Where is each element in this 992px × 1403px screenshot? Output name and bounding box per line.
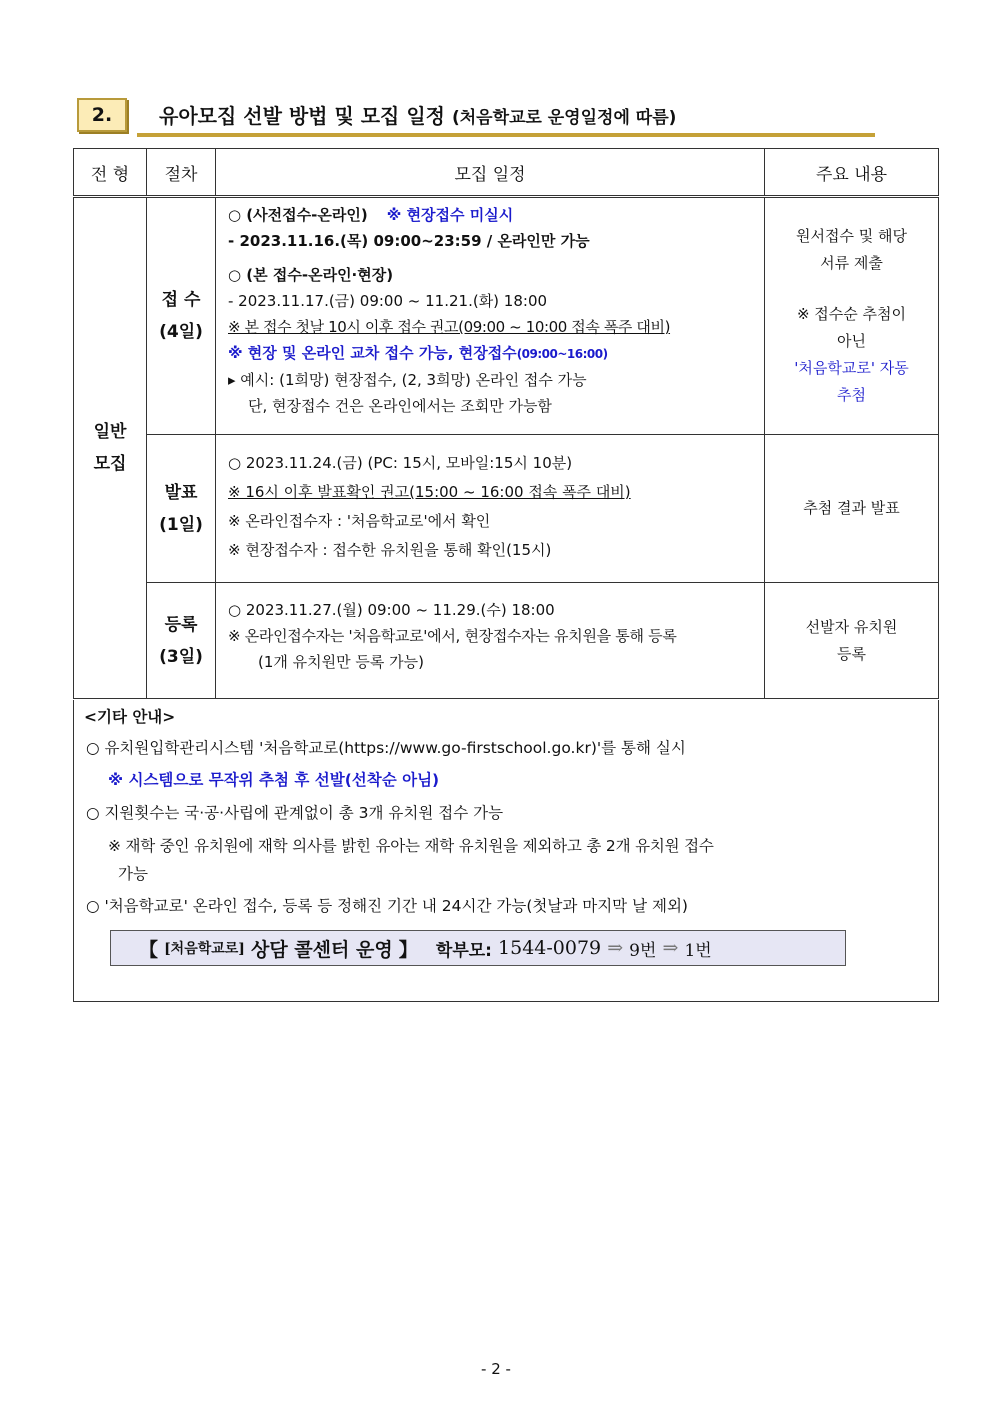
announce-date: ○ 2023.11.24.(금) (PC: 15시, 모바일:15시 10분) [228, 454, 573, 472]
stage-duration: (3일) [159, 646, 203, 667]
note-line: 선발자 유치원 [805, 617, 898, 636]
extra-line: ○ '처음학교로' 온라인 접수, 등록 등 정해진 기간 내 24시간 가능(첫날과 마지막 날 제외) [86, 897, 688, 915]
note-line: 아닌 [837, 332, 866, 350]
details-cell: 추첨 결과 발표 [765, 435, 939, 583]
callcenter-brand: [처음학교로] [164, 941, 245, 957]
section-header [77, 98, 877, 138]
example-2: 단, 현장접수 건은 온라인에서는 조회만 가능함 [248, 397, 552, 415]
stage-duration: (4일) [159, 322, 203, 342]
schedule-cell [216, 435, 765, 583]
register-note-2: (1개 유치원만 등록 가능) [258, 653, 424, 671]
register-date: ○ 2023.11.27.(월) 09:00 ~ 11.29.(수) 18:00 [228, 601, 555, 619]
note-line: '처음학교로' 자동 [794, 359, 909, 377]
announce-note-1: ※ 16시 이후 발표확인 권고(15:00 ~ 16:00 접속 폭주 대비) [228, 483, 631, 501]
extra-line: ※ 시스템으로 무작위 추첨 후 선발(선착순 아님) [108, 771, 440, 789]
note-line: 추첨 [837, 386, 866, 404]
stage-duration: (1일) [159, 514, 203, 535]
stage-label: 발표 [164, 482, 198, 503]
main-date: - 2023.11.17.(금) 09:00 ~ 11.21.(화) 18:00 [228, 292, 548, 310]
section-underline [137, 133, 875, 137]
section-title [159, 100, 676, 129]
extra-heading: <기타 안내> [84, 708, 176, 726]
stage-cell [147, 583, 216, 699]
header-step: 절차 [147, 149, 216, 197]
callcenter-label: 상담 콜센터 운영 [250, 938, 393, 961]
category-line: 모집 [93, 454, 127, 474]
section-number: 2. [77, 98, 127, 132]
pre-date: - 2023.11.16.(목) 09:00~23:59 / 온라인만 가능 [228, 232, 590, 250]
extra-line: ○ 유치원입학관리시스템 '처음학교로(https://www.go-firstschool.go.kr)'를 통해 실시 [86, 739, 686, 757]
arrow-icon: ⇒ [607, 937, 624, 959]
extra-line: ○ 지원횟수는 국·공·사립에 관계없이 총 3개 유치원 접수 가능 [86, 804, 504, 822]
extra-info-box [73, 700, 939, 1002]
spacer [228, 254, 764, 262]
stage-label: 접 수 [161, 290, 201, 310]
note-line: ※ 접수순 추첨이 [796, 305, 907, 323]
page-number: - 2 - [481, 1360, 511, 1378]
schedule-table [73, 148, 939, 699]
stage-label: 등록 [164, 614, 198, 635]
menu-step-2: 1번 [684, 940, 712, 961]
note-line: 등록 [837, 644, 866, 663]
stage-cell [147, 197, 216, 435]
main-title: ○ (본 접수-온라인·현장) [228, 266, 394, 284]
schedule-cell [216, 197, 765, 435]
header-details: 주요 내용 [765, 149, 939, 197]
announce-note-3: ※ 현장접수자 : 접수한 유치원을 통해 확인(15시) [228, 541, 552, 559]
details-cell [765, 583, 939, 699]
announce-note-2: ※ 온라인접수자 : '처음학교로'에서 확인 [228, 512, 491, 530]
main-note-2 [228, 340, 764, 367]
extra-line: ※ 재학 중인 유치원에 재학 의사를 밝힌 유아는 재학 유치원을 제외하고 총 2개 유치원 접수 [108, 837, 714, 855]
extra-line: 가능 [118, 865, 148, 883]
note-line: 원서접수 및 해당 [796, 227, 907, 245]
header-schedule: 모집 일정 [216, 149, 765, 197]
table-row [74, 583, 939, 699]
bracket-open: 【 [139, 938, 159, 961]
arrow-icon: ⇒ [662, 937, 679, 959]
callcenter-box [110, 930, 846, 966]
main-note-2-text: ※ 현장 및 온라인 교차 접수 가능, 현장접수 [228, 344, 517, 362]
phone-number: 1544-0079 [498, 937, 602, 959]
example-1: ▸ 예시: (1희망) 현장접수, (2, 3희망) 온라인 접수 가능 [228, 371, 587, 389]
section-subtitle: (처음학교로 운영일정에 따름) [451, 108, 677, 128]
pre-note: ※ 현장접수 미실시 [386, 206, 514, 224]
category-line: 일반 [93, 422, 127, 442]
register-note-1: ※ 온라인접수자는 '처음학교로'에서, 현장접수자는 유치원을 통해 등록 [228, 627, 677, 645]
table-header-row [74, 149, 939, 197]
spacer [765, 277, 938, 301]
category-cell [74, 197, 147, 699]
details-cell [765, 197, 939, 435]
main-note-2-time: (09:00~16:00) [516, 347, 608, 361]
bracket-close: 】 [398, 938, 418, 961]
schedule-line [228, 202, 764, 228]
section-title-text: 유아모집 선발 방법 및 모집 일정 [159, 104, 445, 128]
note-line: 서류 제출 [820, 254, 883, 272]
header-type: 전 형 [74, 149, 147, 197]
stage-cell [147, 435, 216, 583]
main-note-1: ※ 본 접수 첫날 10시 이후 접수 권고(09:00 ~ 10:00 접속 폭주 대비) [228, 318, 671, 336]
parent-label: 학부모: [435, 940, 492, 961]
pre-title: ○ (사전접수-온라인) [228, 206, 368, 224]
table-row [74, 197, 939, 435]
menu-step-1: 9번 [629, 940, 657, 961]
schedule-cell [216, 583, 765, 699]
table-row [74, 435, 939, 583]
